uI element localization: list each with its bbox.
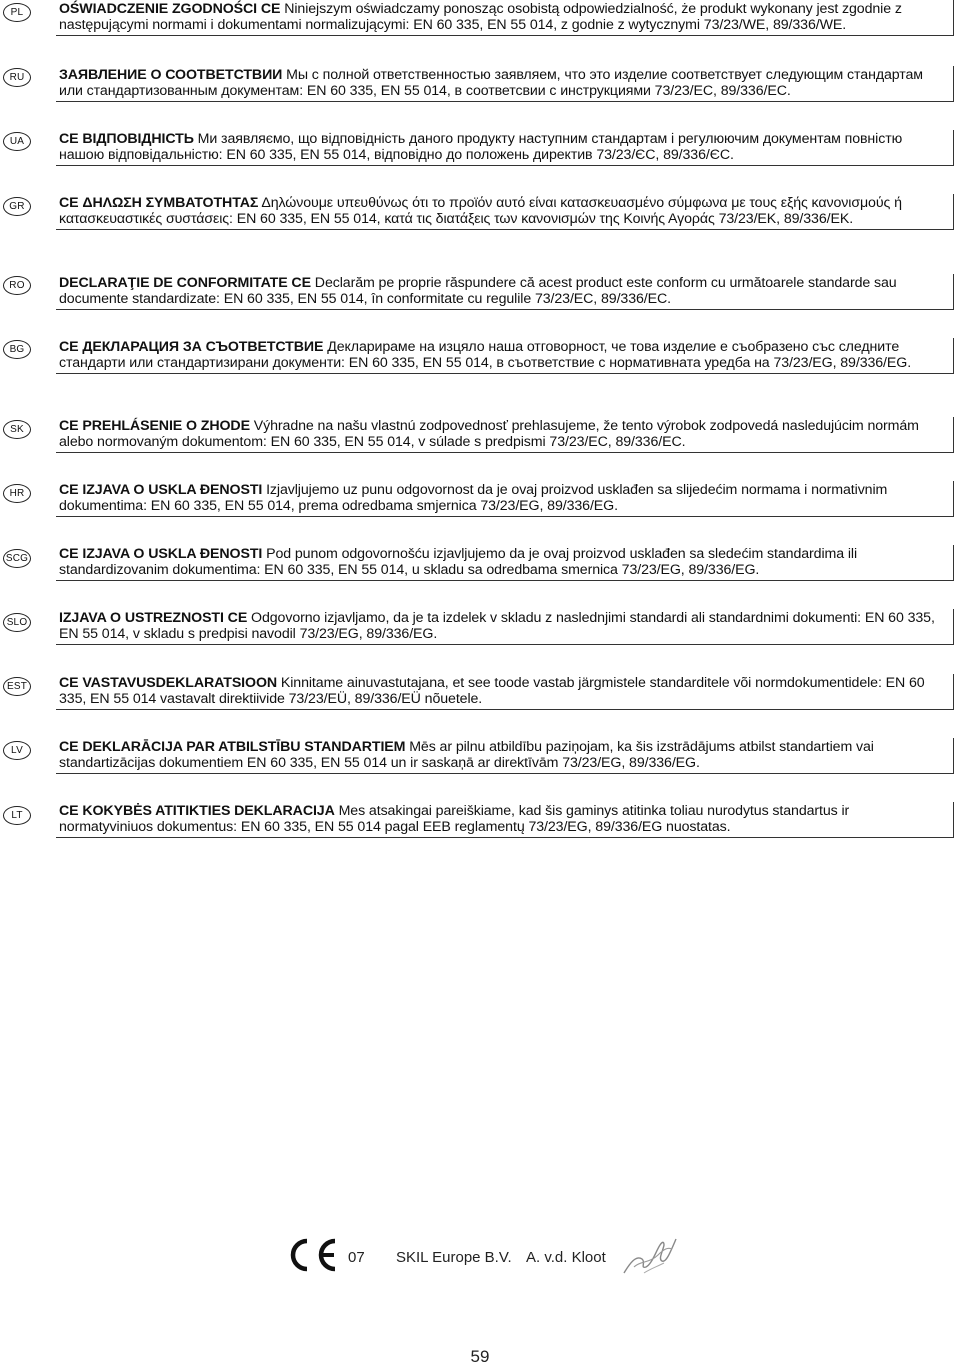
declaration-heading: OŚWIADCZENIE ZGODNOŚCI CE (59, 1, 281, 17)
declaration-text-box (56, 0, 954, 36)
country-code-badge: UA (3, 132, 31, 151)
country-code-badge: GR (3, 197, 31, 216)
declaration-heading: CE PREHLÁSENIE O ZHODE (59, 418, 250, 434)
country-code-badge: RU (3, 68, 31, 87)
country-code-badge: SK (3, 420, 31, 439)
declaration-text-box (56, 545, 954, 581)
footer-person: A. v.d. Kloot (526, 1249, 606, 1266)
country-code-badge: SLO (3, 613, 31, 632)
declaration-body: Mes atsakingai pareiškiame, kad šis gaminys atitinka toliau nurodytus standartus ir normatyviniuos dokumentus: EN 60 335, EN 55 014 pagal EEB reglamentų 73/23/EG, 89/336/EG nuostatas. (59, 803, 850, 836)
declaration-text-box (56, 66, 954, 102)
country-code-badge: LV (3, 741, 31, 760)
declaration-heading: ЗАЯВЛЕНИЕ О СООТВЕТСТВИИ (59, 67, 283, 83)
declaration-text-box (56, 674, 954, 710)
country-code-badge: LT (3, 806, 31, 825)
country-code-badge: RO (3, 276, 31, 295)
declaration-body: Ми заявляємо, що відповідність даного продукту наступним стандартам і регулюючим документам повністю нашою відповідальністю: EN 60 335, EN 55 014, відповідно до положень директив 73/23/ЄС, 89/336/ЄС. (59, 131, 903, 164)
declaration-heading: CE KOKYBĖS ATITIKTIES DEKLARACIJA (59, 803, 335, 819)
declaration-body: Odgovorno izjavljamo, da je ta izdelek v skladu z naslednjimi standardi ali standardnimi dokumenti: EN 60 335, EN 55 014, v skladu s predpisi navodil 73/23/EG, 89/336/EG. (59, 610, 935, 643)
declaration-heading: CE DEKLARĀCIJA PAR ATBILSTĪBU STANDARTIEM (59, 739, 406, 755)
declaration-text-box (56, 802, 954, 838)
declaration-heading: CE ΔΗΛΩΣΗ ΣΥΜΒΑΤΟΤΗΤΑΣ (59, 195, 259, 211)
declaration-body: Mēs ar pilnu atbildību paziņojam, ka šis izstrādājums atbilst standartiem vai standartizācijas dokumentiem EN 60 335, EN 55 014 un ir saskaņā ar direktīvām 73/23/EG, 89/336/EG. (59, 739, 874, 772)
declaration-body: Декларираме на изцяло наша отговорност, че това изделие е съобразено със следните стандарти или стандартизирани документи: EN 60 335, EN 55 014, в съответствие с нормативната уредба на 73/23/EG, 89/336/EG. (59, 339, 912, 372)
declaration-heading: DECLARAŢIE DE CONFORMITATE CE (59, 275, 311, 291)
declaration-text-box (56, 481, 954, 517)
declaration-text-box (56, 738, 954, 774)
declaration-body: Declarăm pe proprie răspundere că acest product este conform cu următoarele standarde sau documente standardizate: EN 60 335, EN 55 014, în conformitate cu regulile 73/23/EC, 89/336/EC. (59, 275, 897, 308)
declaration-body: Δηλώνουμε υπευθύνως ότι το προϊόν αυτό είναι κατασκευασμένο σύμφωνα με τους εξής κανονισμούς ή κατασκευαστικές συστάσεις: EN 60 335, EN 55 014, κατά τις διατάξεις των κανονισμών της Κοινής Αγοράς 73/23/EK, 89/336/EK. (59, 195, 902, 228)
declaration-body: Niniejszym oświadczamy ponosząc osobistą odpowiedzialność, że produkt wykonany jest zgodnie z następującymi normami i dokumentami normalizującymi: EN 60 335, EN 55 014, z godnie z wytycznymi 73/23/WE, 89/336/WE. (59, 1, 902, 34)
declaration-heading: CE ВІДПОВІДНІСТЬ (59, 131, 194, 147)
declaration-body: Izjavljujemo uz punu odgovornost da je ovaj proizvod usklađen sa slijedećim normama i normativnim dokumentima: EN 60 335, EN 55 014, prema odredbama smjernica 73/23/EG, 89/336/EG. (59, 482, 888, 515)
declaration-text-box (56, 609, 954, 645)
declaration-text-box (56, 417, 954, 453)
country-code-badge: PL (3, 3, 31, 22)
declaration-heading: CE IZJAVA O USKLA ĐENOSTI (59, 546, 263, 562)
declaration-heading: CE ДЕКЛАРАЦИЯ ЗА СЪОТВЕТСТВИЕ (59, 339, 324, 355)
declaration-body: Pod punom odgovornošću izjavljujemo da je ovaj proizvod usklađen sa sledećim standardima ili standardizovanim dokumentima: EN 60 335, EN 55 014, u skladu sa odredbama smernica 73/23/EG, 89/336/EG. (59, 546, 858, 579)
declaration-body: Výhradne na našu vlastnú zodpovednosť prehlasujeme, že tento výrobok zodpovedá nasledujúcim normám alebo normovaným dokumentom: EN 60 335, EN 55 014, v súlade s predpismi 73/23/EC, 89/336/EC. (59, 418, 919, 451)
signature-image (620, 1233, 680, 1279)
signature-footer (285, 1237, 705, 1277)
declaration-text-box (56, 274, 954, 310)
page-number: 59 (470, 1347, 490, 1366)
declaration-text-box (56, 130, 954, 166)
country-code-badge: HR (3, 484, 31, 503)
country-code-badge: BG (3, 340, 31, 359)
declaration-body: Kinnitame ainuvastutajana, et see toode vastab järgmistele standarditele või normdokumentidele: EN 60 335, EN 55 014 vastavalt direktiivide 73/23/EÜ, 89/336/EÜ nõuetele. (59, 675, 925, 708)
footer-company: SKIL Europe B.V. (396, 1249, 512, 1266)
declaration-heading: IZJAVA O USTREZNOSTI CE (59, 610, 248, 626)
country-code-badge: EST (3, 677, 31, 696)
declaration-heading: CE VASTAVUSDEKLARATSIOON (59, 675, 278, 691)
declaration-text-box (56, 338, 954, 374)
ce-mark-icon (285, 1237, 341, 1273)
declaration-heading: CE IZJAVA O USKLA ĐENOSTI (59, 482, 263, 498)
footer-year: 07 (348, 1249, 365, 1266)
country-code-badge: SCG (3, 549, 31, 568)
declaration-text-box (56, 194, 954, 230)
declaration-body: Мы с полной ответственностью заявляем, что это изделие соответствует следующим стандартам или стандартизованным документам: EN 60 335, EN 55 014, в соответсвии с инструкциями 73/23/ЕС, 89/336/ЕС. (59, 67, 923, 100)
